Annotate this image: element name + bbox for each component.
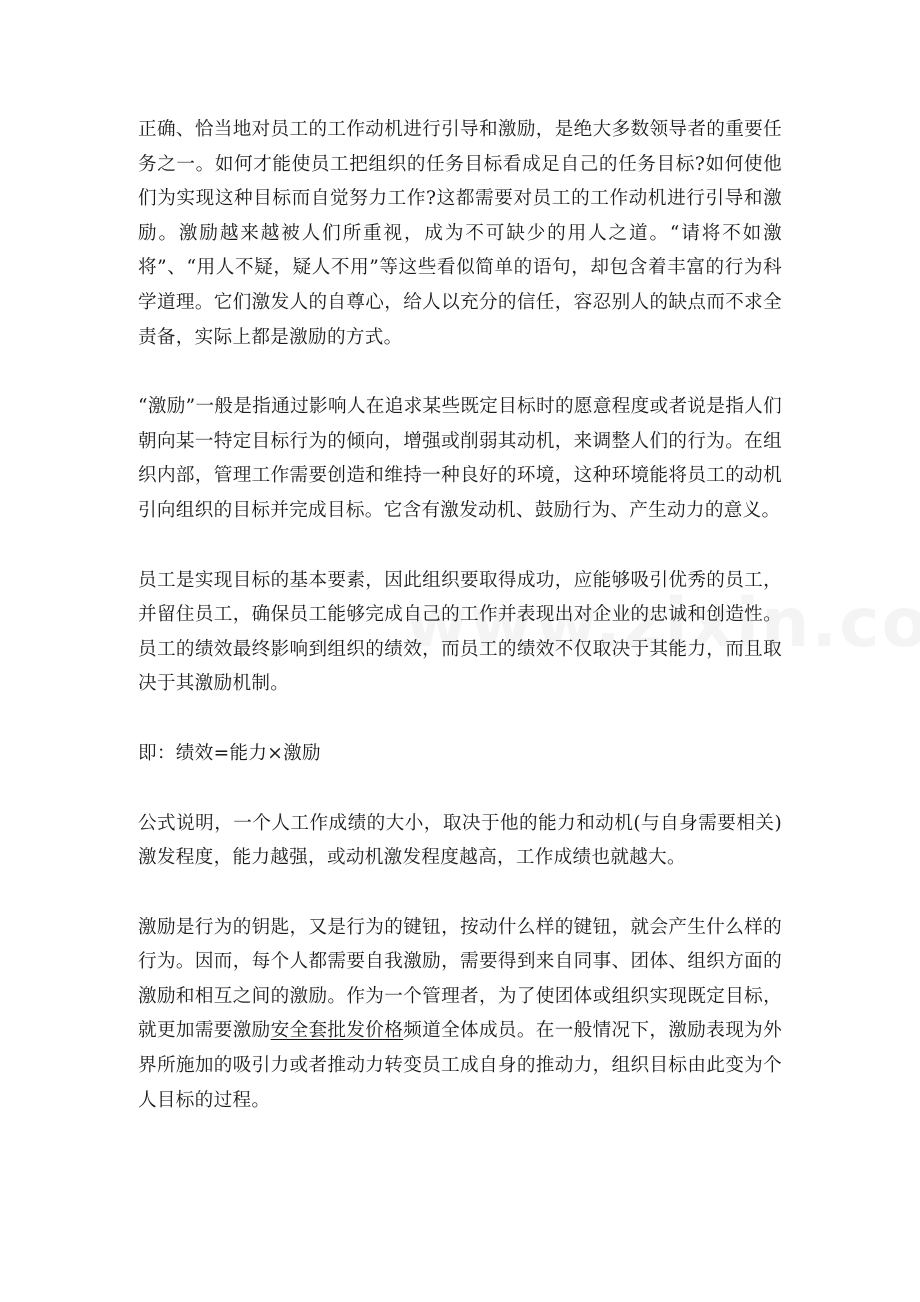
paragraph-3: 员工是实现目标的基本要素，因此组织要取得成功，应能够吸引优秀的员工，并留住员工，确保员工能够完成自己的工作并表现出对企业的忠诚和创造性。员工的绩效最终影响到组织的绩效，而员工的绩效不仅取决于其能力，而且取决于其激励机制。 <box>138 569 782 695</box>
document-body <box>138 113 782 1118</box>
paragraph-2: “激励”一般是指通过影响人在追求某些既定目标时的愿意程度或者说是指人们朝向某一特定目标行为的倾向，增强或削弱其动机，来调整人们的行为。在组织内部，管理工作需要创造和维持一种良好的环境，这种环境能将员工的动机引向组织的目标并完成目标。它含有激发动机、鼓励行为、产生动力的意义。 <box>138 396 782 521</box>
paragraph-5: 公式说明，一个人工作成绩的大小，取决于他的能力和动机(与自身需要相关)激发程度，能力越强，或动机激发程度越高，工作成绩也就越大。 <box>138 812 782 869</box>
paragraph-6-text-end: 频道全体成员。在一般情况下，激励表现为外界所施加的吸引力或者推动力转变员工成自身的推动力，组织目标由此变为个人目标的过程。 <box>138 1020 782 1111</box>
paragraph-6-text-start: 激励是行为的钥匙，又是行为的键钮，按动什么样的键钮，就会产生什么样的行为。因而，每个人都需要自我激励，需要得到来自同事、团体、组织方面的激励和相互之间的激励。作为一个管理者，为了使团体或组织实现既定目标，就更加需要激励 <box>138 916 782 1042</box>
paragraph-1: 正确、恰当地对员工的工作动机进行引导和激励，是绝大多数领导者的重要任务之一。如何才能使员工把组织的任务目标看成足自己的任务目标?如何使他们为实现这种目标而自觉努力工作?这都需要对员工的工作动机进行引导和激励。激励越来越被人们所重视，成为不可缺少的用人之道。“请将不如激将”、“用人不疑，疑人不用”等这些看似简单的语句，却包含着丰富的行为科学道理。它们激发人的自尊心，给人以充分的信任，容忍别人的缺点而不求全责备，实际上都是激励的方式。 <box>138 119 782 348</box>
inline-link[interactable]: 安全套批发价格 <box>270 1020 404 1042</box>
formula-line: 即：绩效=能力×激励 <box>138 742 321 764</box>
paragraph-6 <box>138 911 782 1119</box>
